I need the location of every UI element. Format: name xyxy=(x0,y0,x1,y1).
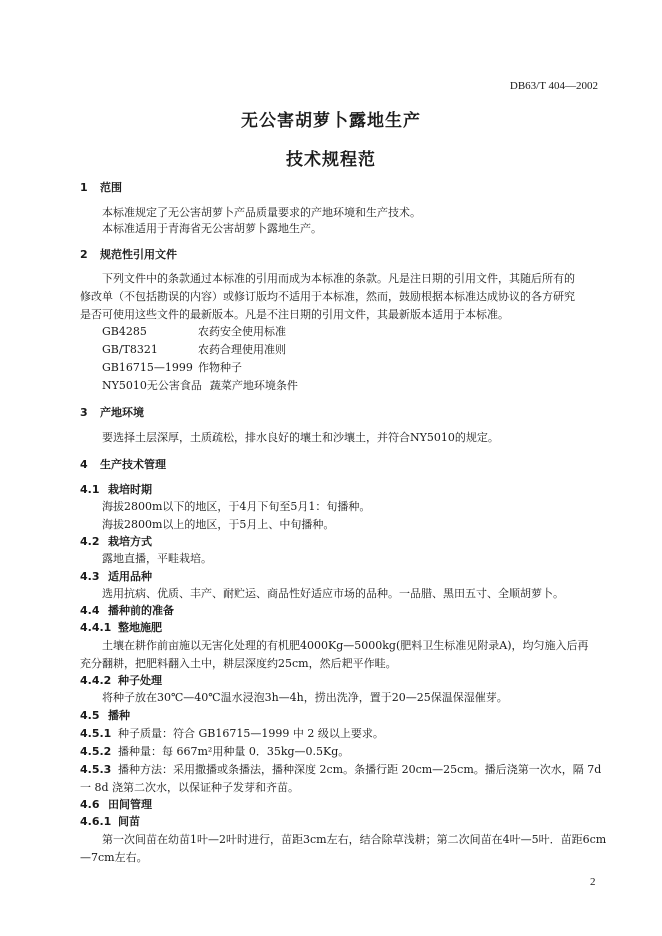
section-title: 栽培方式 xyxy=(108,535,152,548)
section-title: 播种前的准备 xyxy=(108,604,174,617)
clause-4-5-3 xyxy=(80,762,601,778)
section-title: 田间管理 xyxy=(108,798,152,811)
paragraph: 充分翻耕，把肥料翻入土中，耕层深度约25cm，然后耙平作畦。 xyxy=(80,657,397,670)
subsection-4-3-heading xyxy=(80,569,152,585)
section-number: 1 xyxy=(80,181,88,194)
subsection-4-5-heading xyxy=(80,708,130,724)
reference-item xyxy=(102,324,286,340)
section-title: 适用品种 xyxy=(108,570,152,583)
section-number: 4.2 xyxy=(80,535,100,548)
paragraph: 修改单（不包括勘误的内容）或修订版均不适用于本标准，然而，鼓励根据本标准达成协议的各方研究 xyxy=(80,290,575,303)
section-number: 4.6.1 xyxy=(80,815,112,828)
paragraph: —7cm左右。 xyxy=(80,851,148,864)
reference-item xyxy=(102,342,286,358)
section-title: 间苗 xyxy=(118,815,140,828)
section-number: 4.4.2 xyxy=(80,674,112,687)
section-number: 4.5.1 xyxy=(80,727,112,740)
section-number: 4.5 xyxy=(80,709,100,722)
reference-code: NY5010无公害食品 xyxy=(102,379,202,392)
section-number: 4.4.1 xyxy=(80,621,112,634)
section-number: 4.5.3 xyxy=(80,763,112,776)
reference-code: GB/T8321 xyxy=(102,343,158,356)
title-line-1: 无公害胡萝卜露地生产 xyxy=(241,111,421,131)
reference-code: GB16715—1999 xyxy=(102,361,193,374)
section-2-heading xyxy=(80,247,177,263)
clause-text: 种子质量：符合 GB16715—1999 中 2 级以上要求。 xyxy=(118,727,384,740)
section-title: 整地施肥 xyxy=(118,621,162,634)
section-title: 规范性引用文件 xyxy=(100,248,177,261)
section-title: 播种 xyxy=(108,709,130,722)
section-4-heading xyxy=(80,457,166,473)
section-number: 4.4 xyxy=(80,604,100,617)
paragraph: 要选择土层深厚，土质疏松，排水良好的壤土和沙壤土，并符合NY5010的规定。 xyxy=(102,431,499,444)
subsection-4-4-1-heading xyxy=(80,620,162,636)
reference-item xyxy=(102,360,242,376)
subsection-4-6-1-heading xyxy=(80,814,140,830)
subsection-4-4-heading xyxy=(80,603,174,619)
clause-text: 播种方法：采用撒播或条播法，播种深度 2cm。条播行距 20cm—25cm。播后浇第一次水，隔 7d xyxy=(118,763,602,776)
section-number: 2 xyxy=(80,248,88,261)
reference-item xyxy=(102,378,298,394)
section-title: 生产技术管理 xyxy=(100,458,166,471)
paragraph: 将种子放在30℃—40℃温水浸泡3h—4h，捞出洗净，置于20—25保温保湿催芽。 xyxy=(102,691,508,704)
paragraph: 是否可使用这些文件的最新版本。凡是不注日期的引用文件，其最新版本适用于本标准。 xyxy=(80,308,509,321)
section-1-heading xyxy=(80,180,122,196)
section-number: 4.1 xyxy=(80,483,100,496)
paragraph: 海拔2800m以下的地区，于4月下旬至5月1：旬播种。 xyxy=(102,500,371,513)
paragraph: 露地直播，平畦栽培。 xyxy=(102,552,212,565)
clause-text: 播种量：每 667m²用种量 0．35kg—0.5Kg。 xyxy=(118,745,350,758)
section-number: 4 xyxy=(80,458,88,471)
subsection-4-6-heading xyxy=(80,797,152,813)
section-title: 范围 xyxy=(100,181,122,194)
section-number: 4.5.2 xyxy=(80,745,112,758)
section-title: 种子处理 xyxy=(118,674,162,687)
paragraph: 一 8d 浇第二次水，以保证种子发芽和齐苗。 xyxy=(80,781,300,794)
subsection-4-4-2-heading xyxy=(80,673,162,689)
reference-code: GB4285 xyxy=(102,325,147,338)
reference-name: 作物种子 xyxy=(198,361,242,374)
paragraph: 下列文件中的条款通过本标准的引用而成为本标准的条款。凡是注日期的引用文件，其随后所有的 xyxy=(102,272,575,285)
section-number: 3 xyxy=(80,406,88,419)
subsection-4-1-heading xyxy=(80,482,152,498)
paragraph: 本标准适用于青海省无公害胡萝卜露地生产。 xyxy=(102,222,322,235)
paragraph: 土壤在耕作前亩施以无害化处理的有机肥4000Kg—5000kg(肥料卫生标准见附录A)，均匀施入后再 xyxy=(102,639,589,652)
page-number: 2 xyxy=(590,876,596,888)
paragraph: 第一次间苗在幼苗1叶—2叶时进行，苗距3cm左右，结合除草浅耕；第二次间苗在4叶—5叶．苗距6cm xyxy=(102,833,607,846)
clause-4-5-1 xyxy=(80,726,384,742)
section-number: 4.6 xyxy=(80,798,100,811)
section-3-heading xyxy=(80,405,144,421)
paragraph: 海拔2800m以上的地区，于5月上、中旬播种。 xyxy=(102,518,335,531)
reference-name: 农药安全使用标准 xyxy=(198,325,286,338)
reference-name: 蔬菜产地环境条件 xyxy=(209,379,298,392)
clause-4-5-2 xyxy=(80,744,349,760)
section-title: 产地环境 xyxy=(100,406,144,419)
paragraph: 本标准规定了无公害胡萝卜产品质量要求的产地环境和生产技术。 xyxy=(102,206,421,219)
section-title: 栽培时期 xyxy=(108,483,152,496)
reference-name: 农药合理使用准则 xyxy=(198,343,286,356)
title-line-2: 技术规程范 xyxy=(286,150,376,170)
paragraph: 选用抗病、优质、丰产、耐贮运、商品性好适应市场的品种。一品腊、黑田五寸、全顺胡萝卜。 xyxy=(102,587,564,600)
section-number: 4.3 xyxy=(80,570,100,583)
subsection-4-2-heading xyxy=(80,534,152,550)
document-number: DB63/T 404—2002 xyxy=(509,80,598,92)
